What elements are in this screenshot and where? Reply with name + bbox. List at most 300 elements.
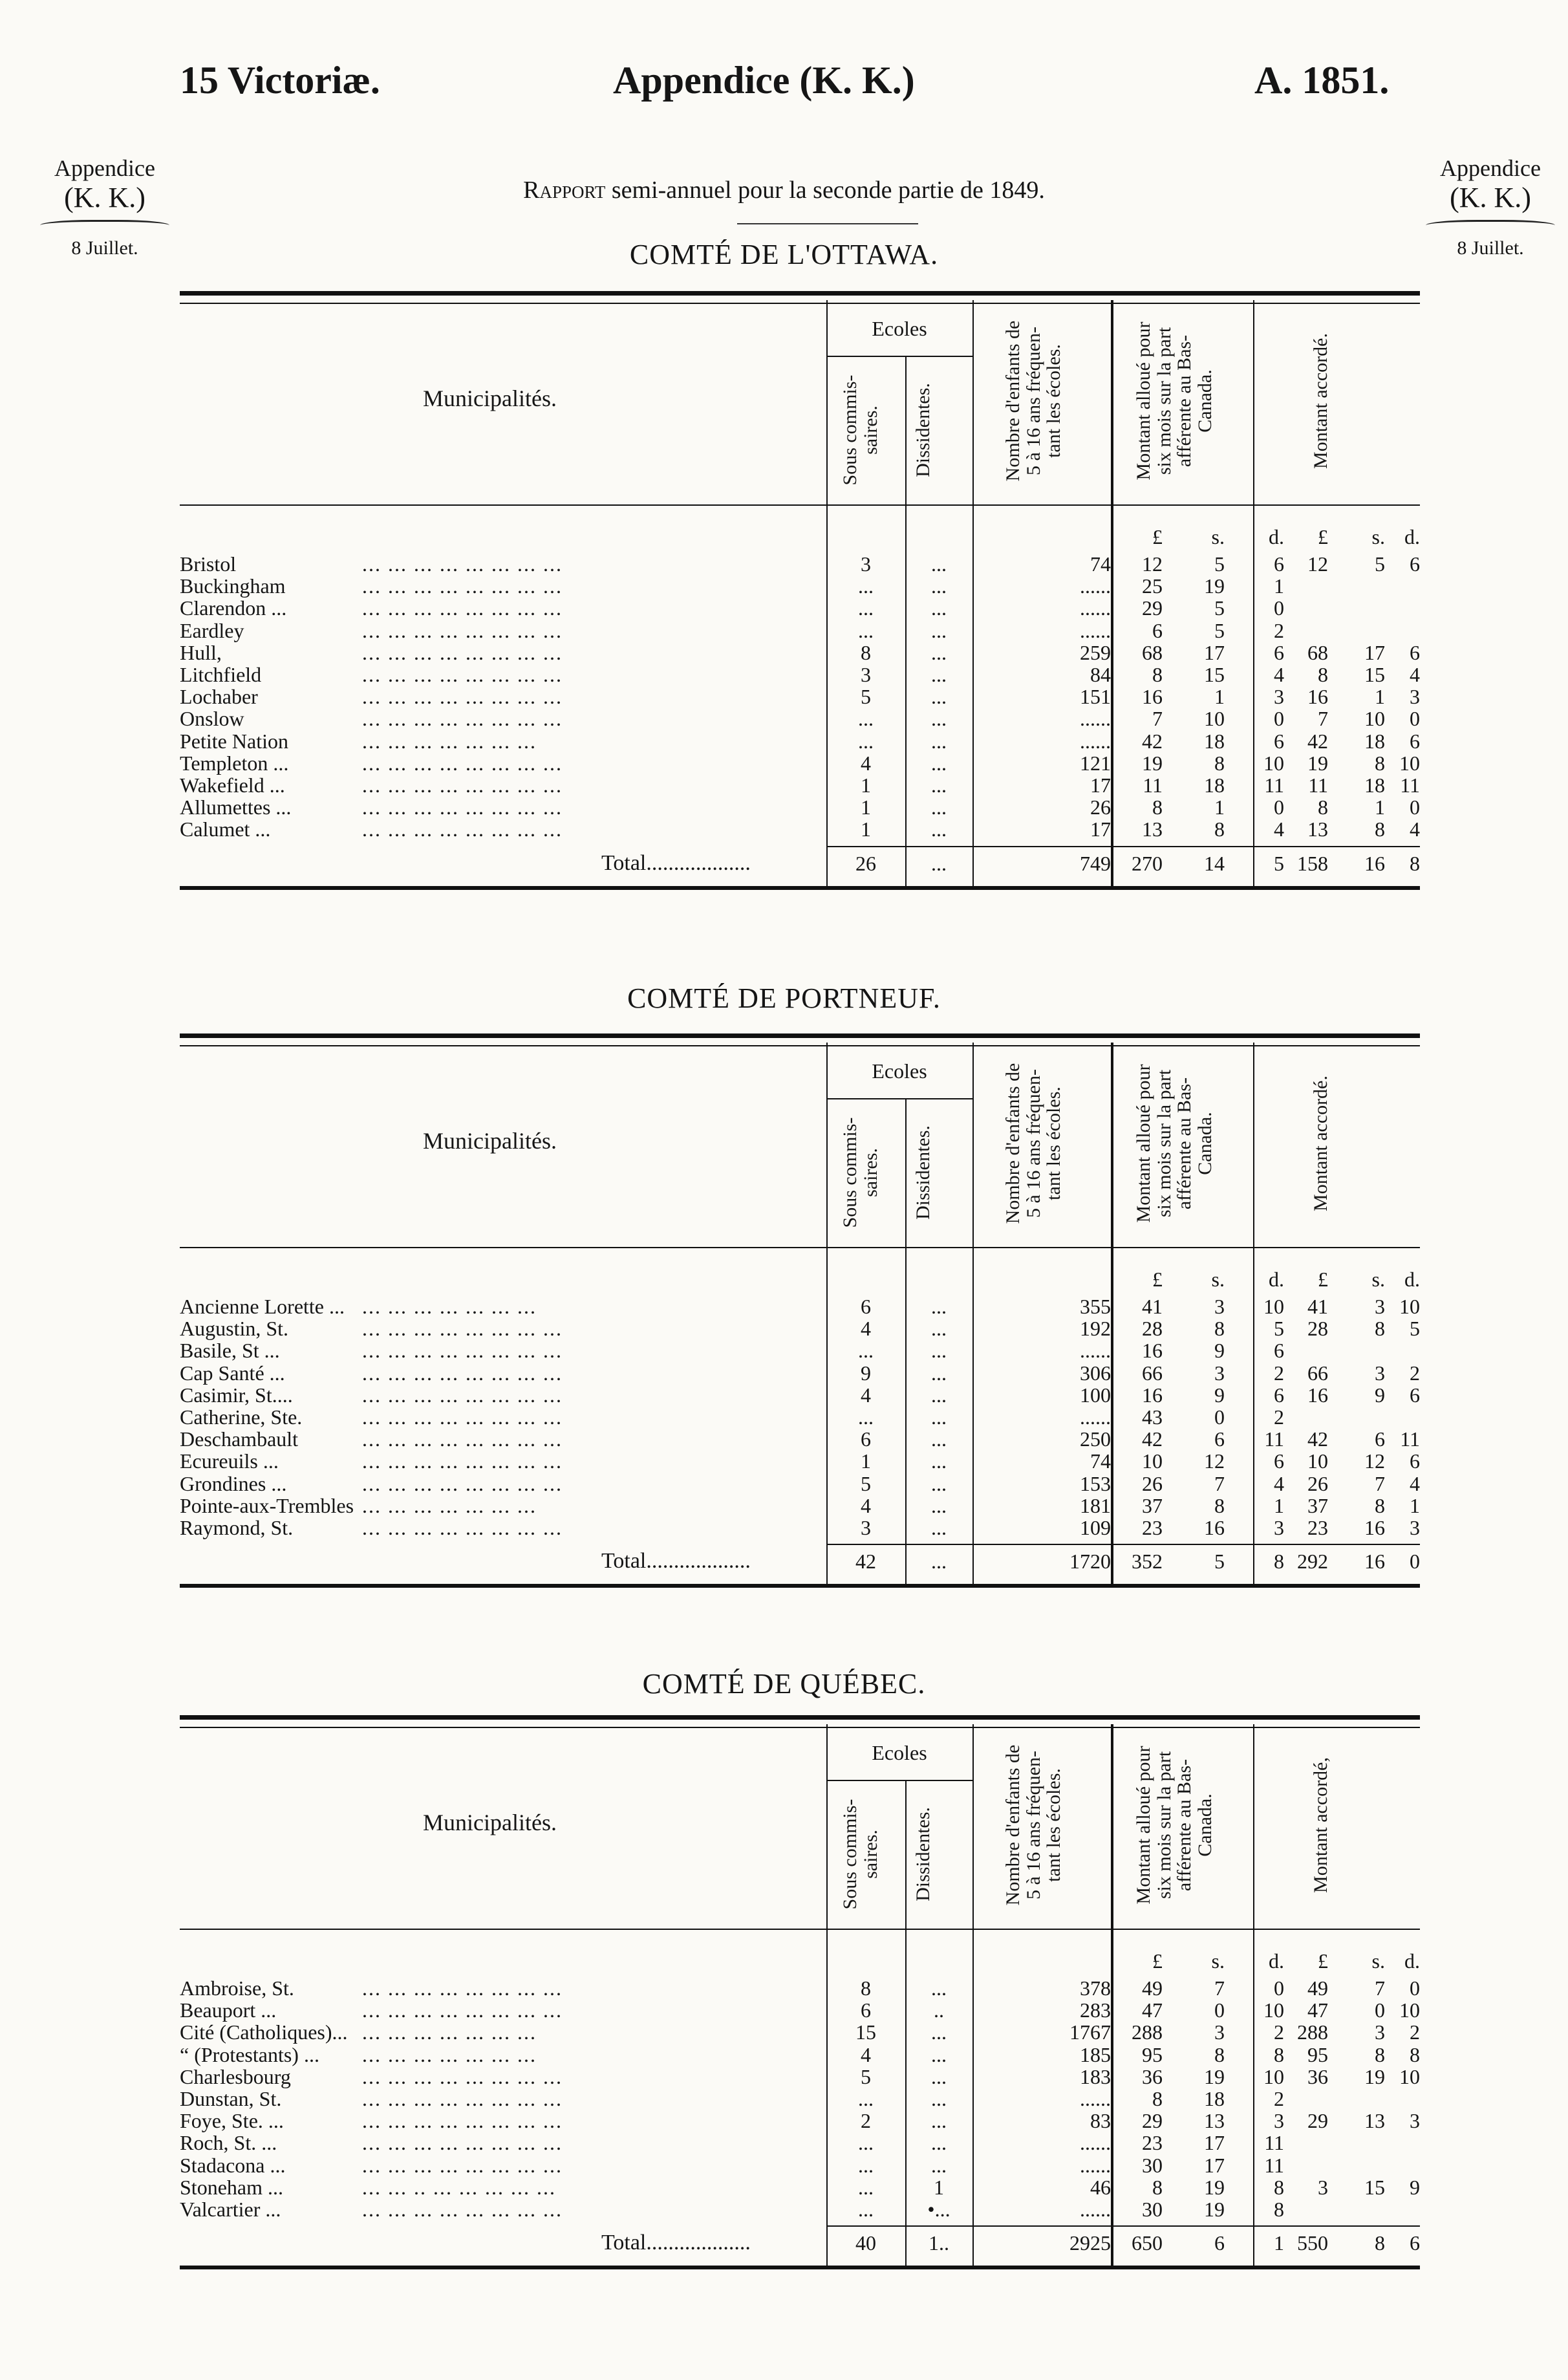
alloue-pence-cell: 4 <box>1274 1471 1284 1495</box>
accorde-pence-cell: 8 <box>1410 2042 1420 2066</box>
accorde-pounds-cell: 36 <box>1307 2064 1328 2088</box>
sous-commissaires-cell: 4 <box>861 1493 871 1517</box>
table-row <box>180 575 1420 597</box>
alloue-pounds-cell: 6 <box>1152 618 1163 642</box>
table-row <box>180 553 1420 575</box>
alloue-pounds-cell: 26 <box>1142 1471 1163 1495</box>
alloue-pence-cell: 1 <box>1274 574 1284 598</box>
accorde-shillings-cell: 8 <box>1375 1317 1385 1341</box>
accorde-pence-cell: 10 <box>1399 1998 1420 2022</box>
municipalities-header: Municipalités. <box>423 385 557 411</box>
total-cell: 5 <box>1214 1550 1225 1574</box>
ecoles-underline <box>826 1780 972 1781</box>
alloue-pounds-cell: 28 <box>1142 1317 1163 1341</box>
accorde-shillings-cell: 6 <box>1375 1427 1385 1451</box>
nombre-enfants-header: Nombre d'enfants de 5 à 16 ans fréquen- tant les écoles. <box>1002 1744 1064 1906</box>
alloue-pounds-cell: 42 <box>1142 729 1163 753</box>
alloue-pence-cell: 4 <box>1274 817 1284 841</box>
alloue-pounds-cell: 37 <box>1142 1493 1163 1517</box>
accorde-pence-cell: 2 <box>1410 2020 1420 2044</box>
dissidentes-cell: ... <box>931 2064 947 2088</box>
table-row <box>180 1406 1420 1428</box>
alloue-shillings-cell: 5 <box>1214 596 1225 620</box>
header-bottom-rule <box>180 1247 1420 1248</box>
municipality-name: Deschambault <box>180 1427 299 1451</box>
total-separator <box>826 1544 1420 1545</box>
accorde-pence-cell: 0 <box>1410 795 1420 819</box>
unit-label: s. <box>1211 1949 1225 1973</box>
nombre-enfants-cell: ...... <box>1080 596 1111 620</box>
header-appendix: Appendice (K. K.) <box>613 59 915 102</box>
sous-commissaires-cell: ... <box>858 2198 874 2221</box>
accorde-shillings-cell: 13 <box>1364 2109 1385 2133</box>
alloue-pence-cell: 5 <box>1274 1317 1284 1341</box>
dissidentes-cell: ... <box>931 1317 947 1341</box>
units-row <box>180 1268 1420 1290</box>
accorde-pounds-cell: 10 <box>1307 1449 1328 1473</box>
table-row <box>180 1999 1420 2021</box>
alloue-pence-cell: 10 <box>1263 1295 1284 1318</box>
accorde-pounds-cell: 26 <box>1307 1471 1328 1495</box>
total-cell: 292 <box>1297 1550 1328 1574</box>
leader-dots: ... ... ... ... ... ... ... ... <box>362 1516 563 1539</box>
municipality-name: Basile, St ... <box>180 1339 280 1363</box>
alloue-pounds-cell: 66 <box>1142 1361 1163 1385</box>
total-cell: 749 <box>1080 851 1111 875</box>
table-row <box>180 1339 1420 1361</box>
accorde-shillings-cell: 1 <box>1375 795 1385 819</box>
accorde-shillings-cell: 1 <box>1375 685 1385 709</box>
alloue-shillings-cell: 1 <box>1214 795 1225 819</box>
municipality-name: Casimir, St.... <box>180 1383 293 1407</box>
alloue-shillings-cell: 18 <box>1204 774 1225 797</box>
dissidentes-cell: ... <box>931 685 947 709</box>
table-bottom-rule <box>180 2266 1420 2269</box>
total-cell: 1 <box>1274 2231 1284 2255</box>
alloue-shillings-cell: 5 <box>1214 552 1225 576</box>
accorde-shillings-cell: 15 <box>1364 663 1385 686</box>
total-cell: 0 <box>1410 1550 1420 1574</box>
margin-note-right-date: 8 Juillet. <box>1457 237 1524 259</box>
alloue-shillings-cell: 3 <box>1214 1361 1225 1385</box>
alloue-shillings-cell: 3 <box>1214 2020 1225 2044</box>
table-row <box>180 1450 1420 1472</box>
alloue-pounds-cell: 47 <box>1142 1998 1163 2022</box>
alloue-shillings-cell: 3 <box>1214 1295 1225 1318</box>
total-label: Total................... <box>601 2231 751 2255</box>
nombre-enfants-cell: 17 <box>1090 774 1111 797</box>
alloue-shillings-cell: 10 <box>1204 707 1225 731</box>
leader-dots: ... ... ... ... ... ... ... ... <box>362 2064 563 2088</box>
leader-dots: ... ... ... ... ... ... ... ... <box>362 2087 563 2110</box>
alloue-pounds-cell: 36 <box>1142 2064 1163 2088</box>
accorde-pence-cell: 10 <box>1399 751 1420 775</box>
municipality-name: Charlesbourg <box>180 2064 291 2088</box>
total-label: Total................... <box>601 850 751 875</box>
nombre-enfants-cell: 17 <box>1090 817 1111 841</box>
sous-commissaires-cell: 1 <box>861 774 871 797</box>
leader-dots: ... ... ... ... ... ... ... ... <box>362 685 563 709</box>
alloue-pounds-cell: 16 <box>1142 1383 1163 1407</box>
accorde-shillings-cell: 8 <box>1375 751 1385 775</box>
nombre-enfants-cell: 121 <box>1080 751 1111 775</box>
leader-dots: ... ... ... ... ... ... ... ... <box>362 1361 563 1385</box>
accorde-pence-cell: 0 <box>1410 707 1420 731</box>
accorde-shillings-cell: 18 <box>1364 774 1385 797</box>
municipality-name: Dunstan, St. <box>180 2087 282 2110</box>
units-row <box>180 526 1420 548</box>
accorde-pounds-cell: 68 <box>1307 640 1328 664</box>
dissidentes-cell: ... <box>931 2020 947 2044</box>
alloue-pence-cell: 0 <box>1274 707 1284 731</box>
dissidentes-header: Dissidentes. <box>912 383 934 477</box>
alloue-pounds-cell: 12 <box>1142 552 1163 576</box>
unit-label: s. <box>1211 525 1225 548</box>
leader-dots: ... ... ... ... ... ... ... ... <box>362 552 563 576</box>
brace-icon <box>1426 220 1555 233</box>
table-row <box>180 774 1420 796</box>
montant-alloue-header: Montant alloué pour six mois sur la part afférente au Bas- Canada. <box>1133 1746 1216 1905</box>
sous-commissaires-cell: ... <box>858 729 874 753</box>
accorde-shillings-cell: 8 <box>1375 2042 1385 2066</box>
table-row <box>180 796 1420 818</box>
alloue-pence-cell: 0 <box>1274 795 1284 819</box>
sous-commissaires-cell: 5 <box>861 685 871 709</box>
accorde-pence-cell: 11 <box>1400 774 1420 797</box>
accorde-shillings-cell: 3 <box>1375 2020 1385 2044</box>
leader-dots: ... ... .. ... ... ... ... ... <box>362 2175 556 2199</box>
alloue-shillings-cell: 9 <box>1214 1339 1225 1363</box>
sous-commissaires-cell: 4 <box>861 1383 871 1407</box>
total-cell: 5 <box>1274 851 1284 875</box>
nombre-enfants-cell: ...... <box>1080 729 1111 753</box>
accorde-shillings-cell: 8 <box>1375 1493 1385 1517</box>
municipalities-header: Municipalités. <box>423 1128 557 1154</box>
accorde-pence-cell: 4 <box>1410 663 1420 686</box>
alloue-pence-cell: 11 <box>1264 774 1284 797</box>
dissidentes-cell: ... <box>931 596 947 620</box>
ecoles-header: Ecoles <box>872 1059 927 1083</box>
municipality-name: Ecureuils ... <box>180 1449 279 1473</box>
sous-commissaires-cell: 8 <box>861 1976 871 2000</box>
accorde-pence-cell: 5 <box>1410 1317 1420 1341</box>
sous-commissaires-cell: 3 <box>861 552 871 576</box>
alloue-pounds-cell: 23 <box>1142 1516 1163 1539</box>
sous-commissaires-cell: 4 <box>861 2042 871 2066</box>
municipality-name: Bristol <box>180 552 237 576</box>
accorde-pence-cell: 4 <box>1410 1471 1420 1495</box>
unit-label: s. <box>1371 525 1385 548</box>
leader-dots: ... ... ... ... ... ... ... <box>362 2020 537 2044</box>
montant-alloue-header: Montant alloué pour six mois sur la part afférente au Bas- Canada. <box>1133 321 1216 481</box>
sous-commissaires-cell: ... <box>858 618 874 642</box>
table-row <box>180 1428 1420 1450</box>
alloue-pounds-cell: 8 <box>1152 2087 1163 2110</box>
total-cell: ... <box>931 1550 947 1574</box>
leader-dots: ... ... ... ... ... ... ... ... <box>362 1471 563 1495</box>
municipality-name: Valcartier ... <box>180 2198 281 2221</box>
nombre-enfants-cell: 46 <box>1090 2175 1111 2199</box>
municipality-name: Beauport ... <box>180 1998 277 2022</box>
nombre-enfants-cell: ...... <box>1080 2198 1111 2221</box>
municipality-name: “ (Protestants) ... <box>180 2042 319 2066</box>
sous-commissaires-cell: ... <box>858 2131 874 2155</box>
leader-dots: ... ... ... ... ... ... ... ... <box>362 1976 563 2000</box>
unit-label: s. <box>1371 1268 1385 1291</box>
municipality-name: Lochaber <box>180 685 258 709</box>
table-row <box>180 2088 1420 2110</box>
dissidentes-cell: ... <box>931 1361 947 1385</box>
unit-label: £ <box>1152 1949 1163 1973</box>
nombre-enfants-cell: 74 <box>1090 1449 1111 1473</box>
dissidentes-cell: •... <box>927 2198 950 2221</box>
total-cell: 158 <box>1297 851 1328 875</box>
accorde-shillings-cell: 19 <box>1364 2064 1385 2088</box>
sous-commissaires-cell: 15 <box>855 2020 876 2044</box>
alloue-pounds-cell: 16 <box>1142 685 1163 709</box>
alloue-pounds-cell: 19 <box>1142 751 1163 775</box>
alloue-pence-cell: 1 <box>1274 1493 1284 1517</box>
unit-label: £ <box>1318 525 1328 548</box>
unit-label: £ <box>1152 1268 1163 1291</box>
alloue-pounds-cell: 7 <box>1152 707 1163 731</box>
alloue-shillings-cell: 7 <box>1214 1976 1225 2000</box>
dissidentes-cell: ... <box>931 1516 947 1539</box>
total-cell: 16 <box>1364 851 1385 875</box>
nombre-enfants-cell: 100 <box>1080 1383 1111 1407</box>
alloue-pounds-cell: 30 <box>1142 2153 1163 2177</box>
alloue-pence-cell: 8 <box>1274 2175 1284 2199</box>
alloue-shillings-cell: 15 <box>1204 663 1225 686</box>
dissidentes-cell: ... <box>931 1339 947 1363</box>
leader-dots: ... ... ... ... ... ... ... <box>362 729 537 753</box>
alloue-pounds-cell: 11 <box>1143 774 1163 797</box>
accorde-pence-cell: 11 <box>1400 1427 1420 1451</box>
nombre-enfants-cell: 109 <box>1080 1516 1111 1539</box>
table-row <box>180 2132 1420 2154</box>
unit-label: d. <box>1404 1949 1420 1973</box>
unit-label: d. <box>1404 1268 1420 1291</box>
table-row <box>180 597 1420 619</box>
municipality-name: Cité (Catholiques)... <box>180 2020 348 2044</box>
municipality-name: Onslow <box>180 707 244 731</box>
alloue-pence-cell: 11 <box>1264 2153 1284 2177</box>
leader-dots: ... ... ... ... ... ... ... ... <box>362 2109 563 2133</box>
alloue-shillings-cell: 17 <box>1204 640 1225 664</box>
alloue-pounds-cell: 13 <box>1142 817 1163 841</box>
nombre-enfants-cell: 83 <box>1090 2109 1111 2133</box>
unit-label: £ <box>1318 1268 1328 1291</box>
municipality-name: Clarendon ... <box>180 596 287 620</box>
alloue-pence-cell: 3 <box>1274 2109 1284 2133</box>
nombre-enfants-cell: 306 <box>1080 1361 1111 1385</box>
alloue-shillings-cell: 13 <box>1204 2109 1225 2133</box>
table-row <box>180 1362 1420 1384</box>
alloue-pounds-cell: 8 <box>1152 2175 1163 2199</box>
alloue-shillings-cell: 19 <box>1204 2175 1225 2199</box>
alloue-pence-cell: 2 <box>1274 1361 1284 1385</box>
table-row <box>180 2198 1420 2220</box>
unit-label: d. <box>1404 525 1420 548</box>
accorde-pence-cell: 6 <box>1410 552 1420 576</box>
total-cell: 352 <box>1132 1550 1163 1574</box>
margin-note-left-line1: Appendice <box>54 155 155 181</box>
total-cell: 8 <box>1274 1550 1284 1574</box>
accorde-pounds-cell: 13 <box>1307 817 1328 841</box>
total-cell: ... <box>931 851 947 875</box>
alloue-pence-cell: 6 <box>1274 729 1284 753</box>
accorde-shillings-cell: 8 <box>1375 817 1385 841</box>
accorde-pounds-cell: 42 <box>1307 729 1328 753</box>
ecoles-header: Ecoles <box>872 1741 927 1764</box>
leader-dots: ... ... ... ... ... ... ... ... <box>362 1383 563 1407</box>
accorde-shillings-cell: 10 <box>1364 707 1385 731</box>
alloue-shillings-cell: 8 <box>1214 1317 1225 1341</box>
table-bottom-rule <box>180 886 1420 890</box>
leader-dots: ... ... ... ... ... ... ... ... <box>362 596 563 620</box>
total-cell: 16 <box>1364 1550 1385 1574</box>
nombre-enfants-cell: ...... <box>1080 618 1111 642</box>
leader-dots: ... ... ... ... ... ... ... ... <box>362 774 563 797</box>
alloue-pounds-cell: 68 <box>1142 640 1163 664</box>
montant-alloue-header: Montant alloué pour six mois sur la part afférente au Bas- Canada. <box>1133 1064 1216 1223</box>
alloue-pounds-cell: 8 <box>1152 795 1163 819</box>
margin-note-left-line2: (K. K.) <box>64 182 145 214</box>
table-top-rule <box>180 1715 1420 1728</box>
table-row <box>180 1495 1420 1517</box>
dissidentes-cell: ... <box>931 729 947 753</box>
accorde-pounds-cell: 41 <box>1307 1295 1328 1318</box>
sous-commissaires-cell: 6 <box>861 1998 871 2022</box>
dissidentes-cell: ... <box>931 1493 947 1517</box>
alloue-pence-cell: 2 <box>1274 2020 1284 2044</box>
sous-commissaires-cell: 5 <box>861 2064 871 2088</box>
sous-commissaires-cell: 6 <box>861 1427 871 1451</box>
alloue-shillings-cell: 1 <box>1214 685 1225 709</box>
dissidentes-cell: ... <box>931 2087 947 2110</box>
nombre-enfants-cell: 250 <box>1080 1427 1111 1451</box>
table-top-rule <box>180 291 1420 304</box>
leader-dots: ... ... ... ... ... ... ... ... <box>362 640 563 664</box>
table-row <box>180 730 1420 752</box>
county-title: COMTÉ DE L'OTTAWA. <box>629 239 939 270</box>
accorde-pounds-cell: 29 <box>1307 2109 1328 2133</box>
accorde-shillings-cell: 5 <box>1375 552 1385 576</box>
accorde-pence-cell: 6 <box>1410 1383 1420 1407</box>
accorde-pence-cell: 9 <box>1410 2175 1420 2199</box>
table-row <box>180 818 1420 840</box>
sous-commissaires-cell: 5 <box>861 1471 871 1495</box>
nombre-enfants-cell: 26 <box>1090 795 1111 819</box>
accorde-pounds-cell: 16 <box>1307 1383 1328 1407</box>
nombre-enfants-cell: 153 <box>1080 1471 1111 1495</box>
dissidentes-cell: ... <box>931 2042 947 2066</box>
accorde-pence-cell: 4 <box>1410 817 1420 841</box>
dissidentes-cell: ... <box>931 2131 947 2155</box>
alloue-pence-cell: 10 <box>1263 751 1284 775</box>
dissidentes-cell: ... <box>931 1427 947 1451</box>
alloue-shillings-cell: 9 <box>1214 1383 1225 1407</box>
accorde-shillings-cell: 15 <box>1364 2175 1385 2199</box>
sous-commissaires-header: Sous commis- saires. <box>839 374 881 486</box>
alloue-shillings-cell: 0 <box>1214 1405 1225 1429</box>
leader-dots: ... ... ... ... ... ... ... ... <box>362 1317 563 1341</box>
leader-dots: ... ... ... ... ... ... ... ... <box>362 1449 563 1473</box>
unit-label: £ <box>1152 525 1163 548</box>
nombre-enfants-cell: 283 <box>1080 1998 1111 2022</box>
alloue-shillings-cell: 19 <box>1204 2198 1225 2221</box>
leader-dots: ... ... ... ... ... ... ... ... <box>362 2198 563 2221</box>
unit-label: d. <box>1269 1268 1284 1291</box>
leader-dots: ... ... ... ... ... ... ... <box>362 1493 537 1517</box>
dissidentes-cell: 1 <box>934 2175 944 2199</box>
table-row <box>180 2154 1420 2176</box>
accorde-pence-cell: 3 <box>1410 1516 1420 1539</box>
municipality-name: Pointe-aux-Trembles <box>180 1493 354 1517</box>
sous-commissaires-cell: 1 <box>861 795 871 819</box>
total-cell: 14 <box>1204 851 1225 875</box>
unit-label: s. <box>1211 1268 1225 1291</box>
dissidentes-cell: ... <box>931 640 947 664</box>
accorde-shillings-cell: 7 <box>1375 1976 1385 2000</box>
nombre-enfants-cell: ...... <box>1080 2131 1111 2155</box>
alloue-pence-cell: 4 <box>1274 663 1284 686</box>
alloue-shillings-cell: 8 <box>1214 751 1225 775</box>
alloue-pence-cell: 8 <box>1274 2198 1284 2221</box>
dissidentes-cell: ... <box>931 2109 947 2133</box>
total-row <box>180 852 1420 874</box>
total-cell: 1720 <box>1069 1550 1111 1574</box>
total-cell: 270 <box>1132 851 1163 875</box>
municipality-name: Roch, St. ... <box>180 2131 277 2155</box>
municipality-name: Ambroise, St. <box>180 1976 294 2000</box>
leader-dots: ... ... ... ... ... ... ... ... <box>362 574 563 598</box>
nombre-enfants-cell: 183 <box>1080 2064 1111 2088</box>
leader-dots: ... ... ... ... ... ... ... ... <box>362 1405 563 1429</box>
alloue-pounds-cell: 10 <box>1142 1449 1163 1473</box>
sous-commissaires-header: Sous commis- saires. <box>839 1117 881 1228</box>
ecoles-underline <box>826 356 972 357</box>
sous-commissaires-cell: 8 <box>861 640 871 664</box>
sous-commissaires-header: Sous commis- saires. <box>839 1799 881 1910</box>
school-table <box>180 291 1420 890</box>
table-row <box>180 2176 1420 2198</box>
alloue-shillings-cell: 17 <box>1204 2153 1225 2177</box>
accorde-pounds-cell: 42 <box>1307 1427 1328 1451</box>
unit-label: d. <box>1269 1949 1284 1973</box>
nombre-enfants-header: Nombre d'enfants de 5 à 16 ans fréquen- tant les écoles. <box>1002 320 1064 482</box>
montant-accorde-header: Montant accordé. <box>1310 333 1331 469</box>
leader-dots: ... ... ... ... ... ... ... <box>362 2042 537 2066</box>
nombre-enfants-cell: 151 <box>1080 685 1111 709</box>
sous-commissaires-cell: 4 <box>861 751 871 775</box>
accorde-pence-cell: 1 <box>1410 1493 1420 1517</box>
alloue-pence-cell: 6 <box>1274 640 1284 664</box>
table-row <box>180 1295 1420 1317</box>
alloue-shillings-cell: 8 <box>1214 2042 1225 2066</box>
ecoles-header: Ecoles <box>872 317 927 340</box>
table-row <box>180 1473 1420 1495</box>
accorde-pounds-cell: 8 <box>1318 663 1328 686</box>
montant-accorde-header: Montant accordé. <box>1310 1076 1331 1211</box>
sous-commissaires-cell: 6 <box>861 1295 871 1318</box>
alloue-shillings-cell: 16 <box>1204 1516 1225 1539</box>
leader-dots: ... ... ... ... ... ... ... ... <box>362 817 563 841</box>
dissidentes-cell: ... <box>931 574 947 598</box>
margin-note-left-date: 8 Juillet. <box>71 237 138 259</box>
nombre-enfants-cell: ...... <box>1080 2153 1111 2177</box>
margin-note-right-line2: (K. K.) <box>1450 182 1531 214</box>
